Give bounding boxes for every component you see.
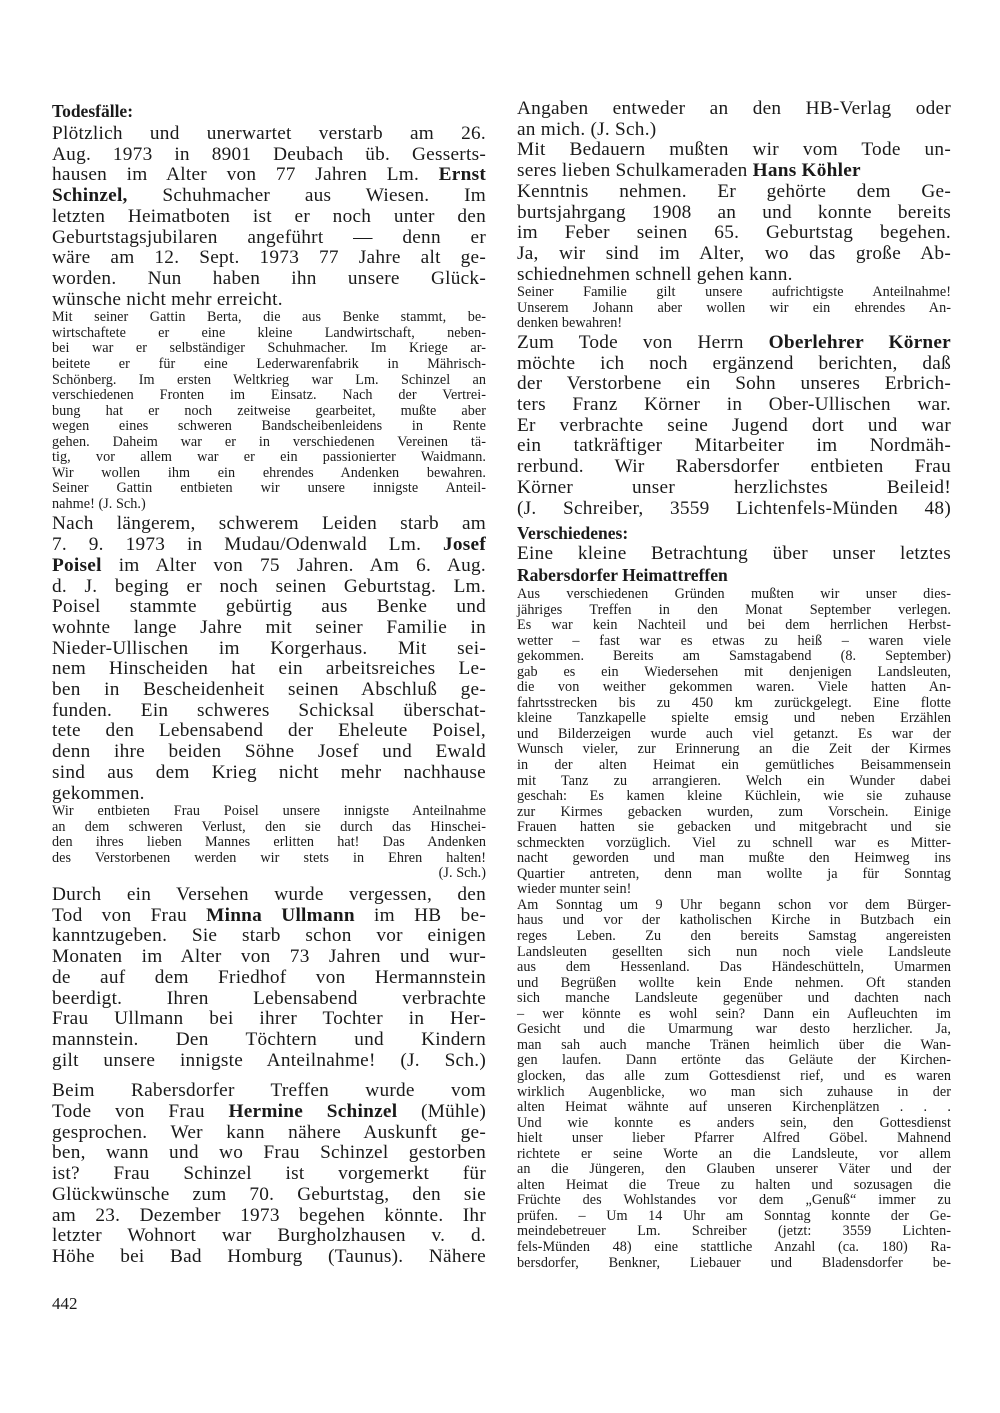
text-line: wieder munter sein! <box>517 881 632 898</box>
text-line: Zum Tode von Herrn Oberlehrer Körner <box>517 331 951 353</box>
page-number: 442 <box>52 1294 78 1313</box>
text-line: Kenntnis nehmen. Er gehörte dem Ge- <box>517 180 951 202</box>
text-line: möchte ich noch ergänzend berichten, daß <box>517 352 951 374</box>
text-line: ben, wann und wo Frau Schinzel gestorben <box>52 1142 486 1164</box>
text-line: bung hat er noch zeitweise gearbeitet, mußte aber <box>52 402 486 419</box>
text-line: d. J. beging er noch seinen Geburtstag. Lm. <box>52 575 486 597</box>
text-line: richtete er seine Worte an die Landsleute, vor allem <box>517 1145 951 1162</box>
obituary-hans-koehler-body <box>517 182 951 286</box>
text-line: die von weither gekommen waren. Viele hatten An- <box>517 679 951 696</box>
text-line: gen laufen. Dann ertönte das Geläute der Kirchen- <box>517 1052 951 1069</box>
misc-intro <box>517 544 951 565</box>
text-line: Aus verschiedenen Gründen mußten wir unser dies- <box>517 586 951 602</box>
text-line: Quartier antreten, denn man wollte ja für Sonntag <box>517 865 951 882</box>
text-line: letzter Wohnort war Burgholzhausen v. d. <box>52 1225 486 1247</box>
right-column <box>517 99 951 1271</box>
text-line: (J. Schreiber, 3559 Lichtenfels-Münden 48) <box>517 497 951 519</box>
text-line: gesprochen. Wer kann nähere Auskunft ge- <box>52 1121 486 1143</box>
text-line: Schönberg. Im ersten Weltkrieg war Lm. Schinzel an <box>52 371 486 388</box>
condolence-poisel <box>52 804 486 866</box>
obituary-minna-ullmann-body <box>52 926 486 1071</box>
text-line: reges Leben. Zu den bereits Samstag angereisten <box>517 928 951 945</box>
text-line: tig, vor allem war er ein passionierter Waidmann. <box>52 449 486 466</box>
condolence-poisel-signature <box>52 866 486 882</box>
text-line: Und wie konnte es anders sein, den Gottesdienst <box>517 1114 951 1131</box>
text-line: ters Franz Körner in Ober-Ullischen war. <box>517 394 951 416</box>
text-line: wäre am 12. Sept. 1973 77 Jahre alt ge- <box>52 247 486 269</box>
obituary-hans-koehler <box>517 140 951 285</box>
text-line: alten Heimat wähnte auf unseren Kirchenplätzen . . . <box>517 1099 951 1116</box>
text-line: Plötzlich und unerwartet verstarb am 26. <box>52 123 486 144</box>
text-line: nem Hinscheiden hat ein arbeitsreiches Le- <box>52 658 486 680</box>
text-line: Seiner Familie gilt unsere aufrichtigste Anteilnahme! <box>517 284 951 301</box>
person-name: Hermine Schinzel <box>228 1101 398 1123</box>
text-line: Eine kleine Betrachtung über unser letztes <box>517 543 951 565</box>
text-line: wirtschaftete er eine kleine Landwirtschaft, neben- <box>52 324 486 341</box>
text-line: Glückwünsche zum 70. Geburtstag, den sie <box>52 1183 486 1205</box>
article-title: Rabersdorfer Heimattreffen <box>517 565 728 585</box>
text-line: kleine Tanzkapelle spielte emsig und neben Erzählen <box>517 710 951 727</box>
text-line: Wir wollen ihm ein ehrendes Andenken bewahren. <box>52 464 486 481</box>
text-line: hielt unser lieber Pfarrer Alfred Göbel. Mahnend <box>517 1130 951 1147</box>
text-line: in der alten Heimat ein gemütliches Beisammensein <box>517 757 951 774</box>
text-line: denken bewahren! <box>517 315 623 332</box>
article-body-saturday <box>517 587 951 898</box>
text-line: verschiedenen Fronten im Einsatz. Nach der Vertrei- <box>52 387 486 404</box>
text-line: – wer könnte es wohl sein? Dann ein Aufleuchten im <box>517 1005 951 1022</box>
text-line: Ja, wir sind im Alter, wo das große Ab- <box>517 242 951 264</box>
text-line: Seiner Gattin entbieten wir unsere innigste Anteil- <box>52 480 486 497</box>
text-line: gab es ein Wiedersehen mit denjenigen Landsleuten, <box>517 663 951 680</box>
text-line: jähriges Treffen in den Monat September verlegen. <box>517 601 951 618</box>
text-line: und Bilderzeigen wurde auch viel getanzt. Es war der <box>517 725 951 742</box>
text-line: Am Sonntag um 9 Uhr begann schon vor dem Bürger- <box>517 896 951 913</box>
text-line: burtsjahrgang 1908 an und konnte bereits <box>517 201 951 223</box>
person-name: Minna Ullmann <box>206 904 355 926</box>
text-line: schmeckten vorzüglich. Viel zu schnell war es Mitter- <box>517 834 951 851</box>
inquiry-hermine-schinzel-body <box>52 1123 486 1268</box>
text-line: alten Heimat die Treue zu halten und sozusagen die <box>517 1176 951 1193</box>
text-line: Wir entbieten Frau Poisel unsere innigste Anteilnahme <box>52 803 486 820</box>
text-line: kanntzugeben. Sie starb schon vor einigen <box>52 925 486 947</box>
text-line: an dem schweren Verlust, den sie durch das Hinschei- <box>52 818 486 835</box>
text-line: nahme! (J. Sch.) <box>52 495 146 512</box>
text-line: sind aus dem Krieg nicht mehr nachhause <box>52 761 486 783</box>
text-line: an die Jüngeren, den Glauben unserer Väter und der <box>517 1161 951 1178</box>
left-column <box>52 101 486 1268</box>
person-name: Oberlehrer Körner <box>768 331 951 353</box>
text-line: rerbund. Wir Rabersdorfer entbieten Frau <box>517 456 951 478</box>
text-line: Durch ein Versehen wurde vergessen, den <box>52 884 486 906</box>
text-line: Es war kein Nachteil und bei dem herrlichen Herbst- <box>517 617 951 634</box>
person-name: Josef <box>442 534 486 556</box>
text-line: den ihres lieben Mannes erlitten hat! Das Andenken <box>52 834 486 851</box>
text-line: Geburtstagsjubilaren angeführt — denn er <box>52 226 486 248</box>
text-line: wetter – fast war es etwas zu heiß – waren viele <box>517 632 951 649</box>
text-line: beitete er für eine Lederwarenfabrik in Mährisch- <box>52 355 486 372</box>
text-line: 7. 9. 1973 in Mudau/Odenwald Lm. Josef <box>52 534 486 556</box>
text-line: sich manche Landsleute gegenüber und dachten nach <box>517 990 951 1007</box>
text-line: fels-Münden 48) eine stattliche Anzahl (ca. 180) Ra- <box>517 1238 951 1255</box>
text-line: man sah auch manche Tränen heimlich über die Wan- <box>517 1036 951 1053</box>
text-line: gekommen. Bereits am Samstagabend (8. September) <box>517 648 951 665</box>
person-name: Ernst <box>438 164 486 186</box>
person-name: Schinzel, <box>52 185 128 207</box>
text-line: des Verstorbenen werden wir stets in Ehren halten! <box>52 849 486 866</box>
text-line: prüfen. – Um 14 Uhr am Sonntag konnte der Ge- <box>517 1207 951 1224</box>
text-line: fahrtsstrecken bis zu 450 km zurückgelegt. Eine flotte <box>517 694 951 711</box>
text-line: Beim Rabersdorfer Treffen wurde vom <box>52 1080 486 1102</box>
text-line: de auf dem Friedhof von Hermannstein <box>52 966 486 988</box>
text-line: meindebetreuer Lm. Schreiber (jetzt: 3559 Lichten- <box>517 1223 951 1240</box>
text-line: Höhe bei Bad Homburg (Taunus). Nähere <box>52 1245 486 1267</box>
text-line: Nach längerem, schwerem Leiden starb am <box>52 513 486 535</box>
text-line: Früchte des Wohlstandes vor dem „Genuß“ immer zu <box>517 1192 951 1209</box>
text-line: haus und vor der katholischen Kirche in Butzbach ein <box>517 912 951 929</box>
obituary-ernst-schinzel <box>52 124 486 310</box>
inquiry-hermine-schinzel-continued <box>517 99 951 140</box>
text-line: hausen im Alter von 77 Jahren Lm. Ernst <box>52 164 486 186</box>
text-line: am 23. Dezember 1973 begehen könnte. Ihr <box>52 1204 486 1226</box>
text-line: Mit seiner Gattin Berta, die aus Benke stammt, be- <box>52 309 486 326</box>
section-heading-misc: Verschiedenes: <box>517 523 629 544</box>
text-line: gilt unsere innigste Anteilnahme! (J. Sch.) <box>52 1049 486 1071</box>
text-line: wirklich Augenblicke, wo man sich zuhause in der <box>517 1083 951 1100</box>
condolence-koehler <box>517 285 951 332</box>
inquiry-hermine-schinzel <box>52 1081 486 1267</box>
text-line: ben in Bescheidenheit seinen Abschluß ge- <box>52 679 486 701</box>
text-line: Poisel stammte gebürtig aus Benke und <box>52 596 486 618</box>
text-line: und Begrüßen wollte kein Ende nehmen. Oft standen <box>517 974 951 991</box>
text-line: wohnte lange Jahre mit seiner Familie in <box>52 616 486 638</box>
signature: (J. Sch.) <box>438 865 486 882</box>
section-heading-deaths: Todesfälle: <box>52 101 134 121</box>
text-line: Frauen hatten sie gebacken und mitgebracht und sie <box>517 819 951 836</box>
text-line: glocken, das alle zum Gottesdienst rief, und es waren <box>517 1067 951 1084</box>
text-line: aus dem Hessenland. Das Händeschütteln, Umarmen <box>517 959 951 976</box>
obituary-minna-ullmann <box>52 885 486 1071</box>
text-line: Landsleuten gesellten sich nun noch viele Landsleute <box>517 943 951 960</box>
text-line: nacht geworden und man mußte den Heimweg ins <box>517 850 951 867</box>
text-line: geschah: Es kamen kleine Küchlein, wie sie zuhause <box>517 788 951 805</box>
text-line: wegen eines schweren Bandscheibenleidens in Rente <box>52 418 486 435</box>
text-line: funden. Ein schweres Schicksal überschat- <box>52 699 486 721</box>
text-line: mit Tanz zu arrangieren. Welch ein Wunder dabei <box>517 772 951 789</box>
person-name: Hans Köhler <box>752 160 861 182</box>
text-line: letzten Heimatboten ist er noch unter den <box>52 205 486 227</box>
text-line: Mit Bedauern mußten wir vom Tode un- <box>517 139 951 161</box>
text-line: bei war er selbständiger Schuhmacher. Im Kriege ar- <box>52 340 486 357</box>
text-line: beerdigt. Ihren Lebensabend verbrachte <box>52 987 486 1009</box>
obituary-oberlehrer-koerner <box>517 333 951 519</box>
text-line: der Verstorbene ein Sohn unseres Erbrich- <box>517 373 951 395</box>
text-line: denn ihre beiden Söhne Josef und Ewald <box>52 741 486 763</box>
text-line: worden. Nun haben ihn unsere Glück- <box>52 267 486 289</box>
text-line: mannstein. Den Töchtern und Kindern <box>52 1028 486 1050</box>
text-line: gehen. Daheim war er in verschiedenen Vereinen tä- <box>52 433 486 450</box>
text-line: im Feber seinen 65. Geburtstag begehen. <box>517 222 951 244</box>
text-line: Körner unser herzlichstes Beileid! <box>517 476 951 498</box>
text-line: Frau Ullmann bei ihrer Tochter in Her- <box>52 1008 486 1030</box>
text-line: Tode von Frau Hermine Schinzel (Mühle) <box>52 1101 486 1123</box>
text-line: Schinzel, Schuhmacher aus Wiesen. Im <box>52 185 486 207</box>
text-line: Monaten im Alter von 73 Jahren und wur- <box>52 946 486 968</box>
text-line: gekommen. <box>52 782 145 804</box>
text-line: Angaben entweder an den HB-Verlag oder <box>517 98 951 119</box>
text-line: ein tatkräftiger Mitarbeiter im Nordmäh- <box>517 435 951 457</box>
obituary-ernst-schinzel-details <box>52 310 486 512</box>
text-line: Unserem Johann aber wollen wir ein ehrendes An- <box>517 299 951 316</box>
text-line: schiednehmen schnell gehen kann. <box>517 263 793 285</box>
obituary-oberlehrer-koerner-body <box>517 354 951 520</box>
text-line: tete den Lebensabend der Eheleute Poisel, <box>52 720 486 742</box>
obituary-josef-poisel <box>52 514 486 804</box>
text-line: Poisel im Alter von 75 Jahren. Am 6. Aug. <box>52 554 486 576</box>
article-body-sunday <box>517 898 951 1271</box>
text-line: an mich. (J. Sch.) <box>517 118 657 140</box>
text-line: Tod von Frau Minna Ullmann im HB be- <box>52 904 486 926</box>
text-line: bersdorfer, Benkner, Liebauer und Bladensdorfer be- <box>517 1254 951 1271</box>
person-name: Poisel <box>52 554 102 576</box>
text-line: zur Kirmes gebacken wurden, zum Vorschein. Einige <box>517 803 951 820</box>
text-line: Wunsch vieler, zur Erinnerung an die Zeit der Kirmes <box>517 741 951 758</box>
text-line: Nieder-Ullischen im Korgerhaus. Mit sei- <box>52 637 486 659</box>
text-line: Gesicht und die Umarmung war desto herzlicher. Ja, <box>517 1021 951 1038</box>
text-line: seres lieben Schulkameraden Hans Köhler <box>517 160 861 182</box>
obituary-josef-poisel-body <box>52 577 486 805</box>
text-line: ist? Frau Schinzel ist vorgemerkt für <box>52 1163 486 1185</box>
text-line: Aug. 1973 in 8901 Deubach üb. Gesserts- <box>52 143 486 165</box>
text-line: Er verbrachte seine Jugend dort und war <box>517 414 951 436</box>
text-line: wünsche nicht mehr erreicht. <box>52 288 283 310</box>
